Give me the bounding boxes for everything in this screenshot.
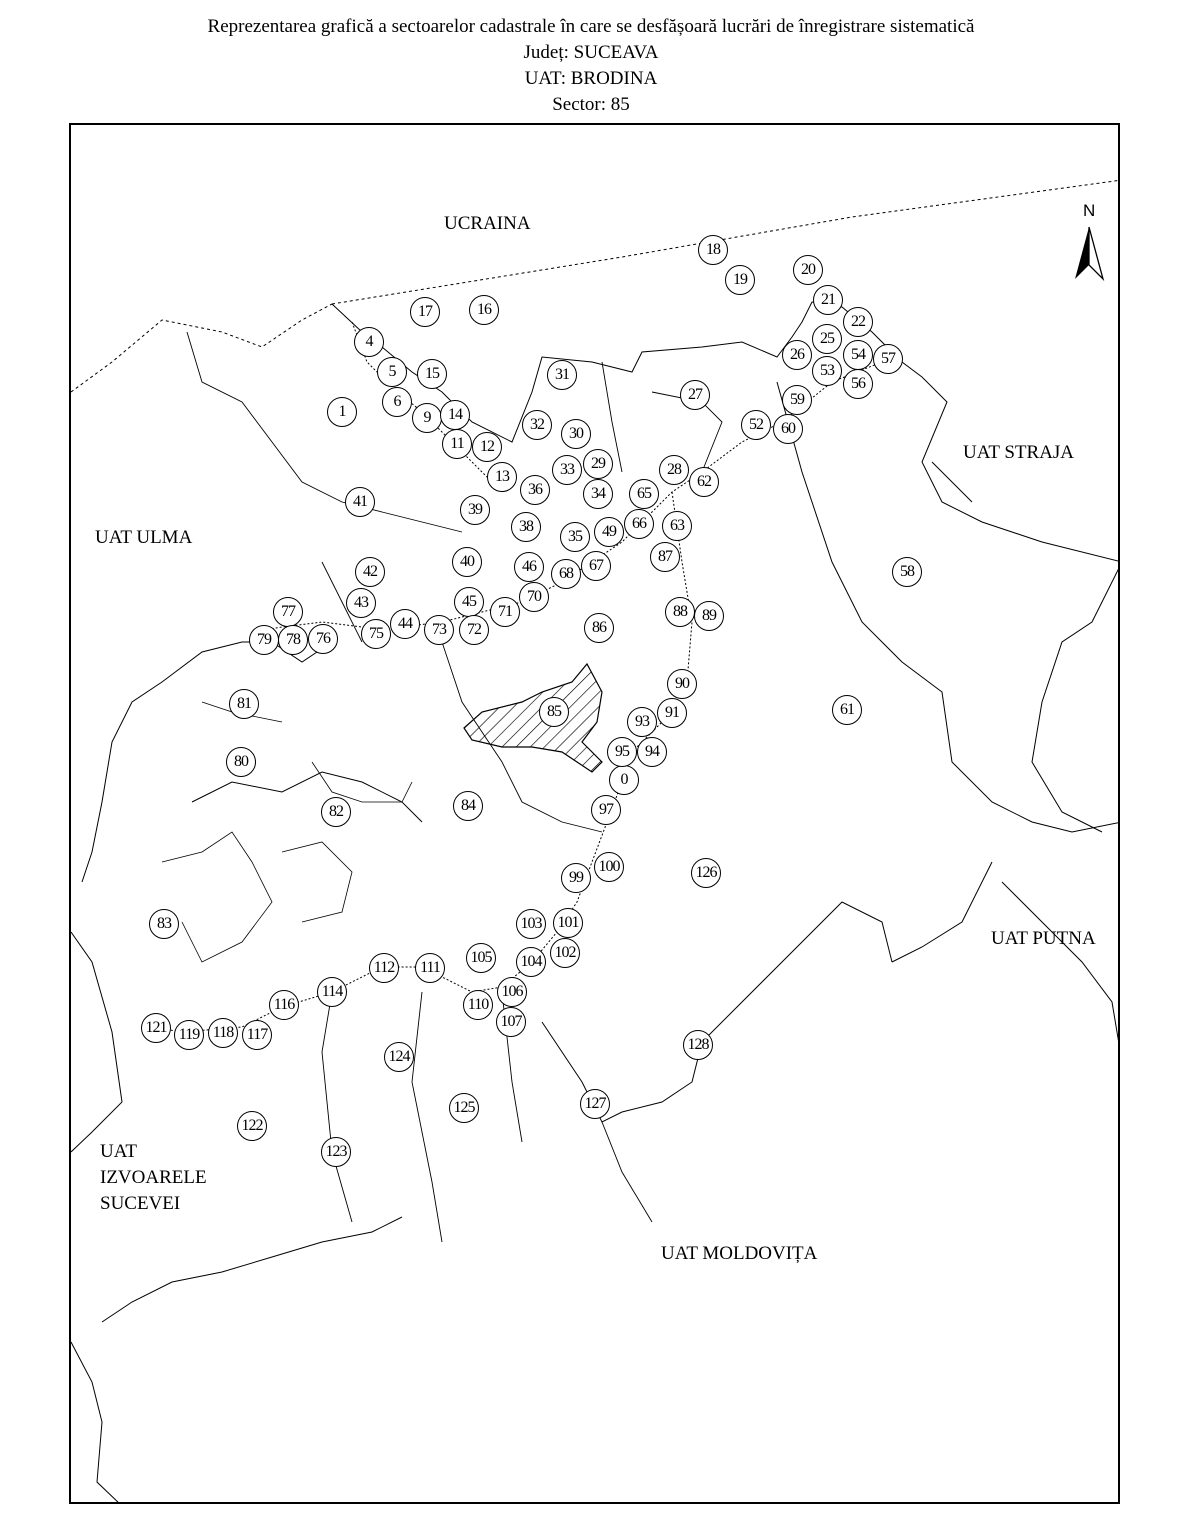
sector-label-46[interactable]: 46 xyxy=(514,552,544,582)
sector-label-102[interactable]: 102 xyxy=(550,938,580,968)
region-uat-straja: UAT STRAJA xyxy=(963,442,1075,463)
sector-label-79[interactable]: 79 xyxy=(249,625,279,655)
sector-label-41[interactable]: 41 xyxy=(345,487,375,517)
sector-label-125[interactable]: 125 xyxy=(449,1093,479,1123)
sector-label-54[interactable]: 54 xyxy=(843,340,873,370)
sector-label-78[interactable]: 78 xyxy=(278,625,308,655)
small-parcels xyxy=(162,702,412,962)
sector-label-107[interactable]: 107 xyxy=(496,1007,526,1037)
region-uat-izvoarele-line3: SUCEVEI xyxy=(100,1193,181,1214)
sector-label-97[interactable]: 97 xyxy=(591,795,621,825)
sector-label-128[interactable]: 128 xyxy=(683,1030,713,1060)
sector-label-21[interactable]: 21 xyxy=(813,285,843,315)
sector-label-39[interactable]: 39 xyxy=(460,495,490,525)
sector-label-56[interactable]: 56 xyxy=(843,369,873,399)
sector-label-4[interactable]: 4 xyxy=(354,327,384,357)
sector-label-127[interactable]: 127 xyxy=(580,1089,610,1119)
sector-label-70[interactable]: 70 xyxy=(519,582,549,612)
sector-label-43[interactable]: 43 xyxy=(346,588,376,618)
sector-label-118[interactable]: 118 xyxy=(208,1018,238,1048)
sector-label-17[interactable]: 17 xyxy=(410,297,440,327)
sector-label-90[interactable]: 90 xyxy=(667,669,697,699)
sector-label-110[interactable]: 110 xyxy=(463,990,493,1020)
map-title xyxy=(0,14,1182,118)
sector-label-84[interactable]: 84 xyxy=(453,791,483,821)
sector-label-88[interactable]: 88 xyxy=(665,597,695,627)
sector-label-9[interactable]: 9 xyxy=(412,403,442,433)
sector-label-116[interactable]: 116 xyxy=(269,990,299,1020)
sector-label-65[interactable]: 65 xyxy=(629,479,659,509)
sector-label-124[interactable]: 124 xyxy=(384,1042,414,1072)
sector-label-26[interactable]: 26 xyxy=(782,340,812,370)
title-line-1: Reprezentarea grafică a sectoarelor cadastrale în care se desfășoară lucrări de înregistrare sistematică xyxy=(207,16,975,37)
north-arrow-icon xyxy=(1073,225,1113,285)
sector-label-93[interactable]: 93 xyxy=(627,707,657,737)
sector-label-31[interactable]: 31 xyxy=(547,360,577,390)
sector-label-82[interactable]: 82 xyxy=(321,797,351,827)
region-uat-izvoarele-line1: UAT xyxy=(100,1141,137,1162)
sector-label-18[interactable]: 18 xyxy=(698,235,728,265)
sector-label-105[interactable]: 105 xyxy=(466,943,496,973)
sector-label-117[interactable]: 117 xyxy=(242,1020,272,1050)
sector-label-123[interactable]: 123 xyxy=(321,1137,351,1167)
sector-label-99[interactable]: 99 xyxy=(561,863,591,893)
region-uat-izvoarele-line2: IZVOARELE xyxy=(100,1167,207,1188)
sector-label-83[interactable]: 83 xyxy=(149,909,179,939)
region-uat-moldovita: UAT MOLDOVIȚA xyxy=(661,1243,818,1264)
region-ucraina: UCRAINA xyxy=(444,213,531,234)
sector-label-33[interactable]: 33 xyxy=(552,455,582,485)
sector-label-58[interactable]: 58 xyxy=(892,557,922,587)
sector-label-71[interactable]: 71 xyxy=(490,597,520,627)
sector-label-38[interactable]: 38 xyxy=(511,512,541,542)
sector-label-95[interactable]: 95 xyxy=(607,737,637,767)
sector-label-62[interactable]: 62 xyxy=(689,467,719,497)
sector-label-87[interactable]: 87 xyxy=(650,542,680,572)
sector-label-59[interactable]: 59 xyxy=(782,385,812,415)
sector-label-112[interactable]: 112 xyxy=(369,953,399,983)
sector-label-30[interactable]: 30 xyxy=(561,419,591,449)
izvoarele-border xyxy=(71,932,402,1504)
sector-label-20[interactable]: 20 xyxy=(793,255,823,285)
title-line-county: Județ: SUCEAVA xyxy=(523,42,659,63)
sector-label-1[interactable]: 1 xyxy=(327,397,357,427)
sector-label-32[interactable]: 32 xyxy=(522,410,552,440)
sector-label-15[interactable]: 15 xyxy=(417,359,447,389)
sector-label-100[interactable]: 100 xyxy=(594,852,624,882)
title-line-sector: Sector: 85 xyxy=(552,94,630,115)
sector-85-area xyxy=(464,664,602,772)
sector-label-80[interactable]: 80 xyxy=(226,747,256,777)
sector-label-77[interactable]: 77 xyxy=(273,597,303,627)
sector-label-76[interactable]: 76 xyxy=(308,624,338,654)
sector-label-12[interactable]: 12 xyxy=(472,432,502,462)
sector-label-75[interactable]: 75 xyxy=(361,619,391,649)
sector-label-44[interactable]: 44 xyxy=(390,609,420,639)
sector-label-66[interactable]: 66 xyxy=(624,509,654,539)
sector-label-0[interactable]: 0 xyxy=(609,765,639,795)
sector-label-52[interactable]: 52 xyxy=(741,410,771,440)
sector-label-40[interactable]: 40 xyxy=(452,547,482,577)
sector-label-13[interactable]: 13 xyxy=(487,462,517,492)
sector-label-72[interactable]: 72 xyxy=(459,615,489,645)
sector-label-122[interactable]: 122 xyxy=(237,1111,267,1141)
sector-label-67[interactable]: 67 xyxy=(581,551,611,581)
sector-label-29[interactable]: 29 xyxy=(583,449,613,479)
putna-border xyxy=(892,562,1120,1062)
sector-label-121[interactable]: 121 xyxy=(141,1013,171,1043)
sector-label-91[interactable]: 91 xyxy=(657,698,687,728)
sector-label-28[interactable]: 28 xyxy=(659,455,689,485)
sector-label-36[interactable]: 36 xyxy=(520,475,550,505)
sector-label-89[interactable]: 89 xyxy=(694,601,724,631)
sector-label-86[interactable]: 86 xyxy=(584,613,614,643)
sector-label-27[interactable]: 27 xyxy=(680,380,710,410)
sector-label-85-highlighted[interactable]: 85 xyxy=(539,697,569,727)
sector-label-126[interactable]: 126 xyxy=(691,858,721,888)
sector-label-11[interactable]: 11 xyxy=(442,429,472,459)
sector-label-45[interactable]: 45 xyxy=(454,587,484,617)
sector-label-35[interactable]: 35 xyxy=(560,522,590,552)
sector-label-103[interactable]: 103 xyxy=(516,909,546,939)
sector-label-49[interactable]: 49 xyxy=(594,517,624,547)
region-uat-ulma: UAT ULMA xyxy=(95,527,193,548)
sector-label-73[interactable]: 73 xyxy=(424,615,454,645)
sector-label-16[interactable]: 16 xyxy=(469,295,499,325)
sector-label-81[interactable]: 81 xyxy=(229,689,259,719)
sector-label-119[interactable]: 119 xyxy=(174,1020,204,1050)
sector-label-14[interactable]: 14 xyxy=(440,400,470,430)
map-frame[interactable] xyxy=(69,123,1120,1504)
region-uat-putna: UAT PUTNA xyxy=(991,928,1096,949)
sector-label-101[interactable]: 101 xyxy=(553,908,583,938)
sector-label-53[interactable]: 53 xyxy=(812,356,842,386)
sector-label-94[interactable]: 94 xyxy=(637,737,667,767)
sector-label-57[interactable]: 57 xyxy=(873,344,903,374)
sector-label-60[interactable]: 60 xyxy=(773,414,803,444)
north-label: N xyxy=(1083,201,1096,220)
sector-label-61[interactable]: 61 xyxy=(832,695,862,725)
sector-label-42[interactable]: 42 xyxy=(355,557,385,587)
sector-label-6[interactable]: 6 xyxy=(382,387,412,417)
sector-label-104[interactable]: 104 xyxy=(516,947,546,977)
sector-label-5[interactable]: 5 xyxy=(377,357,407,387)
sector-label-111[interactable]: 111 xyxy=(415,953,445,983)
title-line-uat: UAT: BRODINA xyxy=(524,68,658,89)
sector-label-63[interactable]: 63 xyxy=(662,511,692,541)
sector-label-114[interactable]: 114 xyxy=(317,977,347,1007)
sector-label-106[interactable]: 106 xyxy=(497,977,527,1007)
sector-label-22[interactable]: 22 xyxy=(843,307,873,337)
sector-label-68[interactable]: 68 xyxy=(551,559,581,589)
sector-label-34[interactable]: 34 xyxy=(583,479,613,509)
sector-label-19[interactable]: 19 xyxy=(725,265,755,295)
sector-label-25[interactable]: 25 xyxy=(812,324,842,354)
